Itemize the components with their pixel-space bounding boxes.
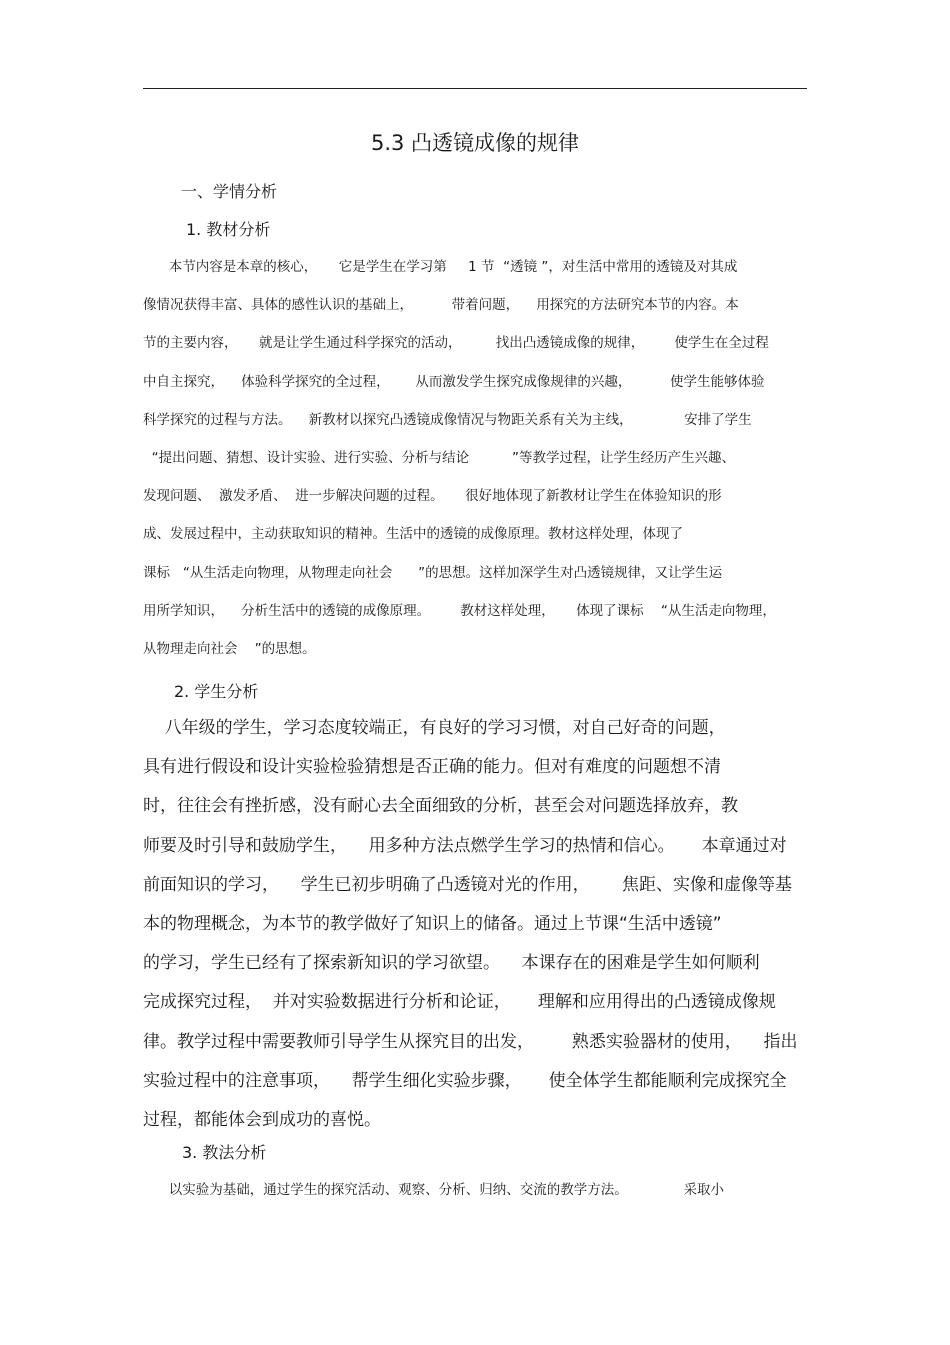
text-line: “提出问题、猜想、设计实验、进行实验、分析与结论 ”等教学过程，让学生经历产生兴趣、: [143, 450, 735, 466]
text-line: 师要及时引导和鼓励学生， 用多种方法点燃学生学习的热情和信心。 本章通过对: [143, 835, 787, 856]
text-line: 过程，都能体会到成功的喜悦。: [143, 1110, 381, 1130]
subsection-heading-student: 2. 学生分析: [174, 682, 259, 701]
text-line: 的学习，学生已经有了探索新知识的学习欲望。 本课存在的困难是学生如何顺利: [143, 953, 760, 974]
header-rule: [143, 88, 807, 89]
text-line: 以实验为基础，通过学生的探究活动、观察、分析、归纳、交流的教学方法。 采取小: [143, 1182, 725, 1198]
text-line: 从物理走向社会 ”的思想。: [143, 641, 316, 657]
text-line: 用所学知识， 分析生活中的透镜的成像原理。 教材这样处理， 体现了课标 “从生活走向物理，: [143, 602, 776, 619]
text-line: 实验过程中的注意事项， 帮学生细化实验步骤， 使全体学生都能顺利完成探究全: [143, 1070, 787, 1091]
text-line: 中自主探究， 体验科学探究的全过程， 从而激发学生探究成像规律的兴趣， 使学生能够体验: [143, 373, 765, 390]
text-line: 八年级的学生，学习态度较端正，有良好的学习习惯，对自己好奇的问题，: [143, 718, 726, 738]
page-title: 5.3 凸透镜成像的规律: [370, 131, 580, 155]
text-line: 成、发展过程中，主动获取知识的精神。生活中的透镜的成像原理。教材这样处理，体现了: [143, 526, 683, 543]
text-line: 时，往往会有挫折感，没有耐心去全面细致的分析，甚至会对问题选择放弃，教: [143, 796, 738, 817]
subsection-heading-method: 3. 教法分析: [182, 1143, 267, 1162]
section-heading-1: 一、学情分析: [181, 182, 278, 201]
text-line: 律。教学过程中需要教师引导学生从探究目的出发， 熟悉实验器材的使用， 指出: [143, 1031, 798, 1052]
text-line: 本的物理概念，为本节的教学做好了知识上的储备。通过上节课“生活中透镜”: [143, 914, 722, 934]
text-line: 完成探究过程， 并对实验数据进行分析和论证， 理解和应用得出的凸透镜成像规: [143, 992, 776, 1013]
text-line: 像情况获得丰富、具体的感性认识的基础上， 带着问题， 用探究的方法研究本节的内容。本: [143, 297, 739, 314]
text-line: 课标 “从生活走向物理，从物理走向社会 ”的思想。这样加深学生对凸透镜规律，又让学生运: [143, 564, 723, 581]
subsection-heading-textbook: 1. 教材分析: [186, 220, 271, 239]
text-line: 本节内容是本章的核心， 它是学生在学习第 1 节 “透镜 ”，对生活中常用的透镜及对其成: [143, 259, 738, 275]
text-line: 发现问题、 激发矛盾、 进一步解决问题的过程。 很好地体现了新教材让学生在体验知识的形: [143, 488, 722, 505]
text-line: 具有进行假设和设计实验检验猜想是否正确的能力。但对有难度的问题想不清: [143, 757, 721, 778]
text-line: 前面知识的学习， 学生已初步明确了凸透镜对光的作用， 焦距、实像和虚像等基: [143, 874, 793, 895]
text-line: 科学探究的过程与方法。 新教材以探究凸透镜成像情况与物距关系有关为主线， 安排了学生: [143, 411, 752, 428]
text-line: 节的主要内容， 就是让学生通过科学探究的活动， 找出凸透镜成像的规律， 使学生在全过程: [143, 335, 769, 352]
